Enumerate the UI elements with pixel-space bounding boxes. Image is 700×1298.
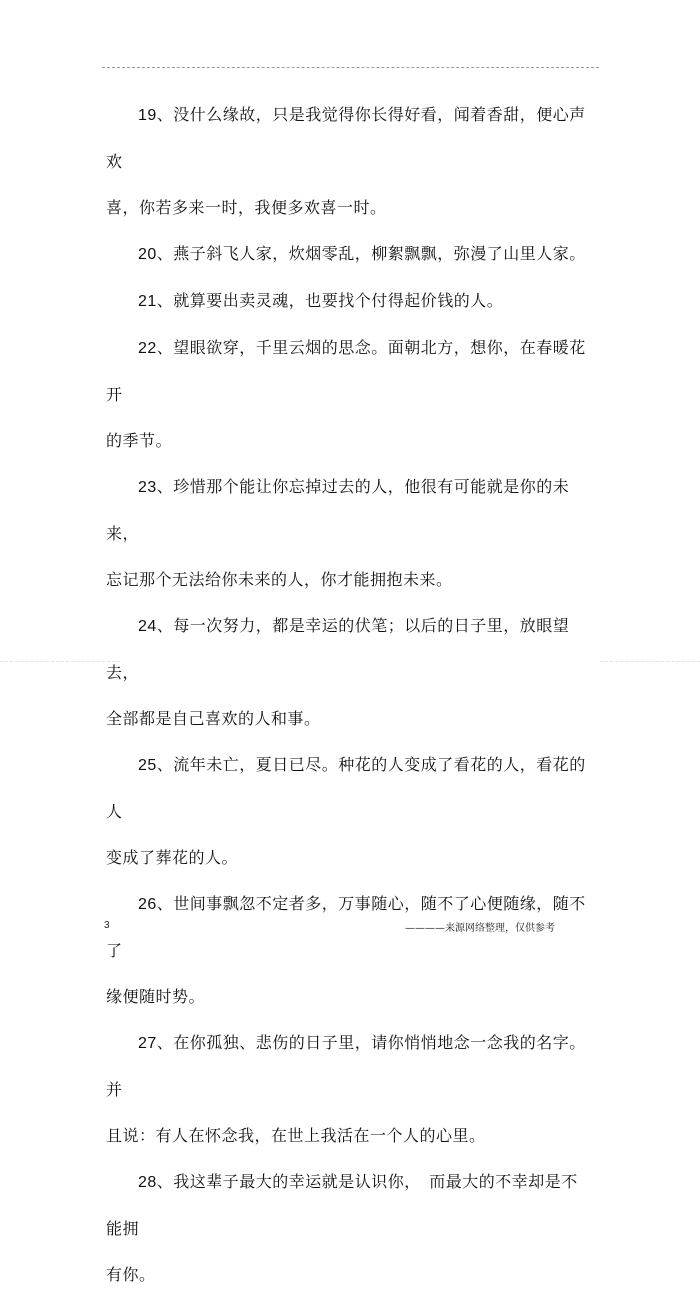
quote-entry-20 <box>106 231 586 278</box>
quote-list <box>106 92 586 1298</box>
quote-text: 、没什么缘故，只是我觉得你长得好看，闻着香甜，便心声欢 <box>106 105 586 171</box>
quote-number: 24 <box>138 618 157 635</box>
quote-line <box>106 92 586 185</box>
quote-line: 全部都是自己喜欢的人和事。 <box>106 709 321 728</box>
quote-number: 19 <box>138 107 157 124</box>
faint-divider-right <box>600 661 700 662</box>
quote-line: 有你。 <box>106 1265 156 1284</box>
quote-entry-27 <box>106 1020 586 1159</box>
quote-entry-25 <box>106 742 586 881</box>
quote-text: 、流年未亡，夏日已尽。种花的人变成了看花的人，看花的人 <box>106 755 586 821</box>
quote-number: 23 <box>138 479 157 496</box>
quote-entry-19 <box>106 92 586 231</box>
quote-line: 忘记那个无法给你未来的人，你才能拥抱未来。 <box>106 570 453 589</box>
quote-text: 、燕子斜飞人家，炊烟零乱，柳絮飘飘，弥漫了山里人家。 <box>156 244 586 263</box>
quote-line: 变成了葬花的人。 <box>106 848 239 867</box>
quote-number: 20 <box>138 246 157 263</box>
faint-divider-left <box>0 661 120 662</box>
quote-text: 、世间事飘忽不定者多，万事随心，随不了心便随缘，随不了 <box>106 894 586 960</box>
quote-line <box>106 742 586 835</box>
quote-text: 、我这辈子最大的幸运就是认识你， 而最大的不幸却是不能拥 <box>106 1172 578 1238</box>
quote-line <box>106 278 586 325</box>
quote-entry-21 <box>106 278 586 325</box>
quote-text: 、每一次努力，都是幸运的伏笔；以后的日子里，放眼望去， <box>106 616 570 682</box>
quote-number: 22 <box>138 340 157 357</box>
quote-line: 喜，你若多来一时，我便多欢喜一时。 <box>106 198 387 217</box>
quote-line <box>106 1159 586 1252</box>
quote-line <box>106 231 586 278</box>
quote-number: 26 <box>138 896 157 913</box>
quote-entry-23 <box>106 464 586 603</box>
quote-line: 且说：有人在怀念我，在世上我活在一个人的心里。 <box>106 1126 486 1145</box>
quote-number: 21 <box>138 293 157 310</box>
quote-line <box>106 603 586 696</box>
quote-entry-24 <box>106 603 586 742</box>
quote-text: 、珍惜那个能让你忘掉过去的人，他很有可能就是你的未来， <box>106 477 570 543</box>
header-divider <box>102 67 599 68</box>
page-number: 3 <box>104 920 110 931</box>
quote-entry-22 <box>106 325 586 464</box>
quote-number: 27 <box>138 1035 157 1052</box>
quote-entry-26 <box>106 881 586 1020</box>
quote-line: 的季节。 <box>106 431 173 450</box>
quote-line: 缘便随时势。 <box>106 987 206 1006</box>
quote-entry-28 <box>106 1159 586 1298</box>
quote-number: 28 <box>138 1174 157 1191</box>
quote-number: 25 <box>138 757 157 774</box>
quote-line <box>106 464 586 557</box>
quote-line <box>106 1020 586 1113</box>
quote-text: 、望眼欲穿，千里云烟的思念。面朝北方，想你，在春暖花开 <box>106 338 586 404</box>
quote-text: 、在你孤独、悲伤的日子里，请你悄悄地念一念我的名字。并 <box>106 1033 586 1099</box>
footer-source-note: ————来源网络整理，仅供参考 <box>405 923 555 934</box>
quote-line <box>106 325 586 418</box>
quote-text: 、就算要出卖灵魂，也要找个付得起价钱的人。 <box>156 291 504 310</box>
